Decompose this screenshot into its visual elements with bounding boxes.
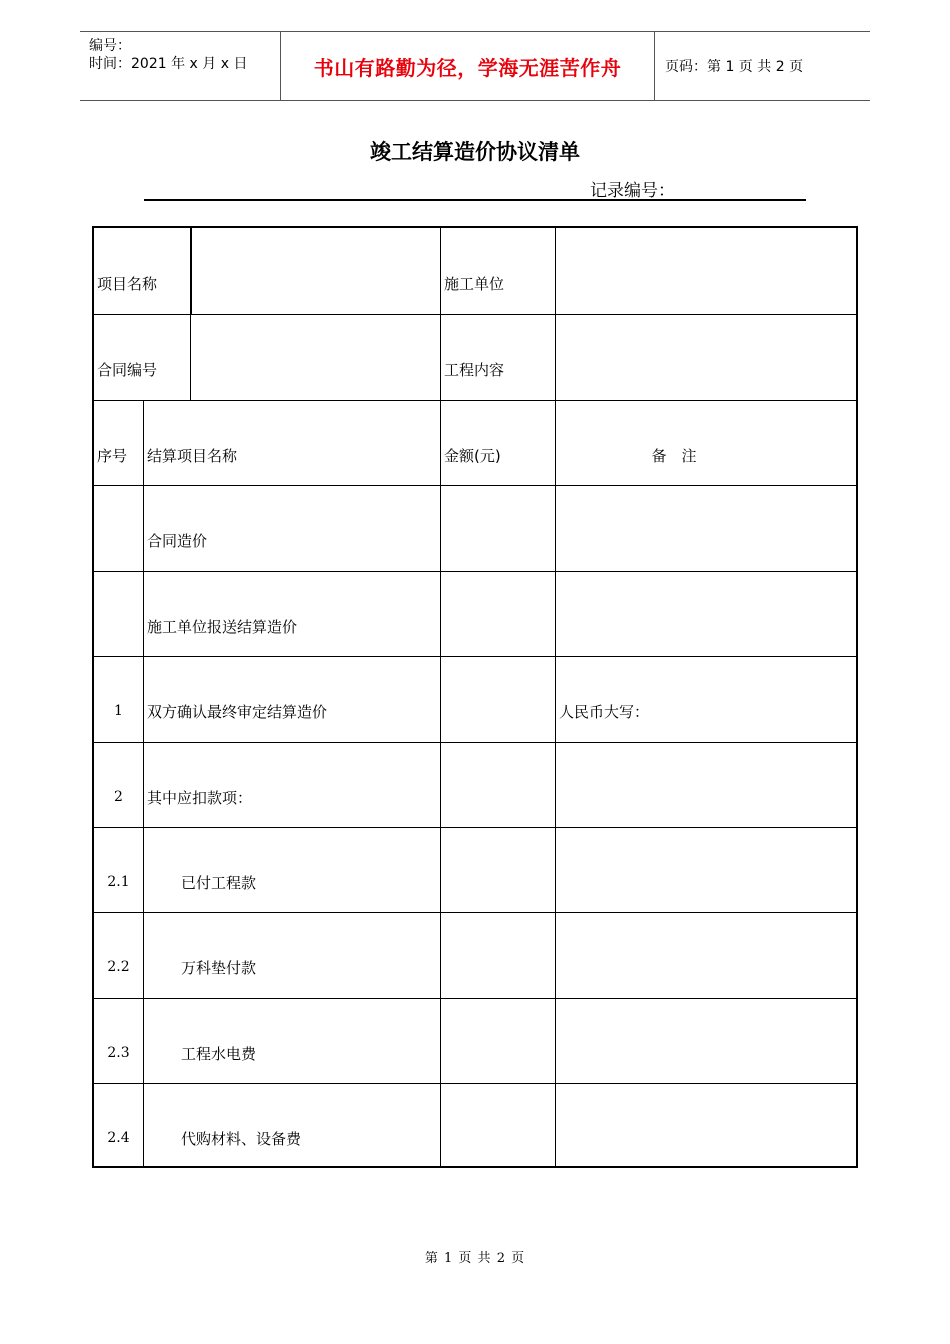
header-motto: 书山有路勤为径，学海无涯苦作舟	[281, 32, 655, 100]
settlement-table	[92, 226, 858, 1168]
row-item: 万科垫付款	[181, 958, 257, 977]
header-page-info: 页码：第 1 页 共 2 页	[665, 59, 804, 75]
row-item: 工程水电费	[181, 1044, 257, 1063]
contractor-label: 施工单位	[444, 274, 505, 293]
col-divider	[143, 400, 144, 1166]
document-number-label: 编号：	[89, 38, 131, 54]
page-header	[80, 31, 870, 101]
row-seq: 2	[114, 789, 123, 805]
row-seq: 2.3	[107, 1045, 130, 1061]
record-number-label: 记录编号：	[590, 181, 675, 201]
row-item: 合同造价	[147, 531, 208, 550]
amount-header: 金额(元)	[444, 446, 501, 465]
page-footer: 第 1 页 共 2 页	[424, 1251, 526, 1266]
contract-number-label: 合同编号	[97, 360, 158, 379]
title-underline	[144, 199, 806, 201]
row-seq: 2.2	[107, 959, 130, 975]
item-header: 结算项目名称	[147, 446, 238, 465]
row-item: 代购材料、设备费	[181, 1129, 302, 1148]
col-divider	[555, 228, 556, 1166]
row-item: 施工单位报送结算造价	[147, 617, 298, 636]
project-name-label: 项目名称	[97, 274, 158, 293]
col-divider	[440, 228, 441, 1166]
document-time-label: 时间：2021 年 x 月 x 日	[89, 56, 248, 72]
seq-header: 序号	[97, 446, 128, 465]
col-divider	[190, 314, 191, 400]
row-seq: 2.1	[107, 874, 130, 890]
col-divider	[190, 228, 192, 314]
document-title: 竣工结算造价协议清单	[370, 140, 580, 164]
header-meta	[80, 32, 281, 100]
row-remark: 人民币大写：	[559, 702, 650, 721]
row-seq: 2.4	[107, 1130, 130, 1146]
work-content-label: 工程内容	[444, 360, 505, 379]
row-item: 其中应扣款项：	[147, 788, 253, 807]
row-item: 已付工程款	[181, 873, 257, 892]
row-seq: 1	[114, 703, 123, 719]
row-item: 双方确认最终审定结算造价	[147, 702, 328, 721]
remark-header: 备 注	[651, 446, 697, 465]
